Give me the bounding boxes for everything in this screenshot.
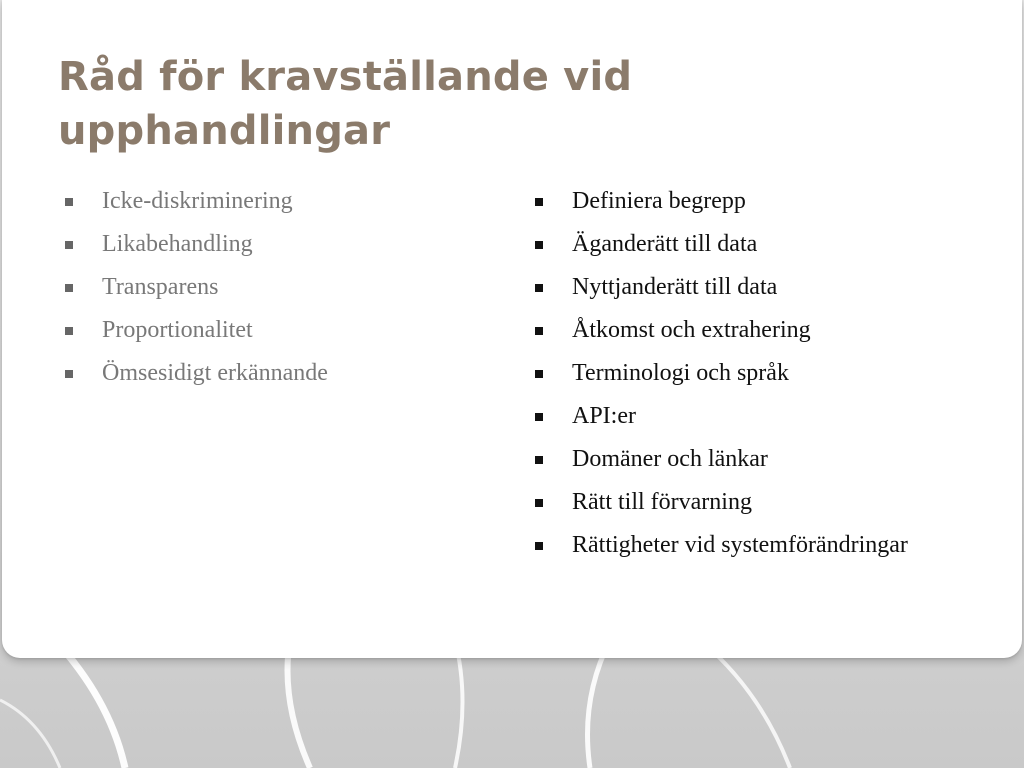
square-bullet-icon: [65, 327, 73, 335]
list-item-text: Icke-diskriminering: [102, 188, 293, 214]
list-item-text: Terminologi och språk: [572, 360, 789, 386]
list-item-text: Nyttjanderätt till data: [572, 274, 778, 300]
list-item-text: Rättigheter vid systemförändringar: [572, 532, 908, 558]
list-item-text: Domäner och länkar: [572, 446, 768, 472]
list-item: [65, 312, 485, 348]
list-item: [535, 398, 975, 434]
list-item: [535, 484, 975, 520]
list-item: [535, 183, 975, 219]
list-item: [65, 269, 485, 305]
square-bullet-icon: [535, 499, 543, 507]
list-item: [65, 226, 485, 262]
slide-title: Råd för kravställande vid upphandlingar: [58, 54, 633, 154]
square-bullet-icon: [65, 370, 73, 378]
list-item: [535, 312, 975, 348]
square-bullet-icon: [535, 327, 543, 335]
slide-card: [2, 0, 1022, 658]
square-bullet-icon: [535, 241, 543, 249]
list-item: [65, 355, 485, 391]
list-item-text: Äganderätt till data: [572, 231, 758, 257]
list-item: [535, 226, 975, 262]
square-bullet-icon: [535, 542, 543, 550]
list-item: [535, 527, 975, 563]
list-item-text: Åtkomst och extrahering: [572, 317, 811, 343]
left-bullet-list: [65, 183, 485, 398]
square-bullet-icon: [65, 284, 73, 292]
square-bullet-icon: [65, 198, 73, 206]
square-bullet-icon: [535, 413, 543, 421]
list-item-text: API:er: [572, 403, 636, 429]
list-item: [65, 183, 485, 219]
square-bullet-icon: [535, 370, 543, 378]
list-item: [535, 441, 975, 477]
list-item-text: Ömsesidigt erkännande: [102, 360, 328, 386]
list-item-text: Definiera begrepp: [572, 188, 746, 214]
square-bullet-icon: [535, 456, 543, 464]
list-item: [535, 355, 975, 391]
list-item-text: Likabehandling: [102, 231, 253, 257]
square-bullet-icon: [535, 198, 543, 206]
square-bullet-icon: [65, 241, 73, 249]
right-bullet-list: [535, 183, 975, 570]
list-item-text: Proportionalitet: [102, 317, 253, 343]
list-item: [535, 269, 975, 305]
list-item-text: Transparens: [102, 274, 219, 300]
square-bullet-icon: [535, 284, 543, 292]
list-item-text: Rätt till förvarning: [572, 489, 752, 515]
